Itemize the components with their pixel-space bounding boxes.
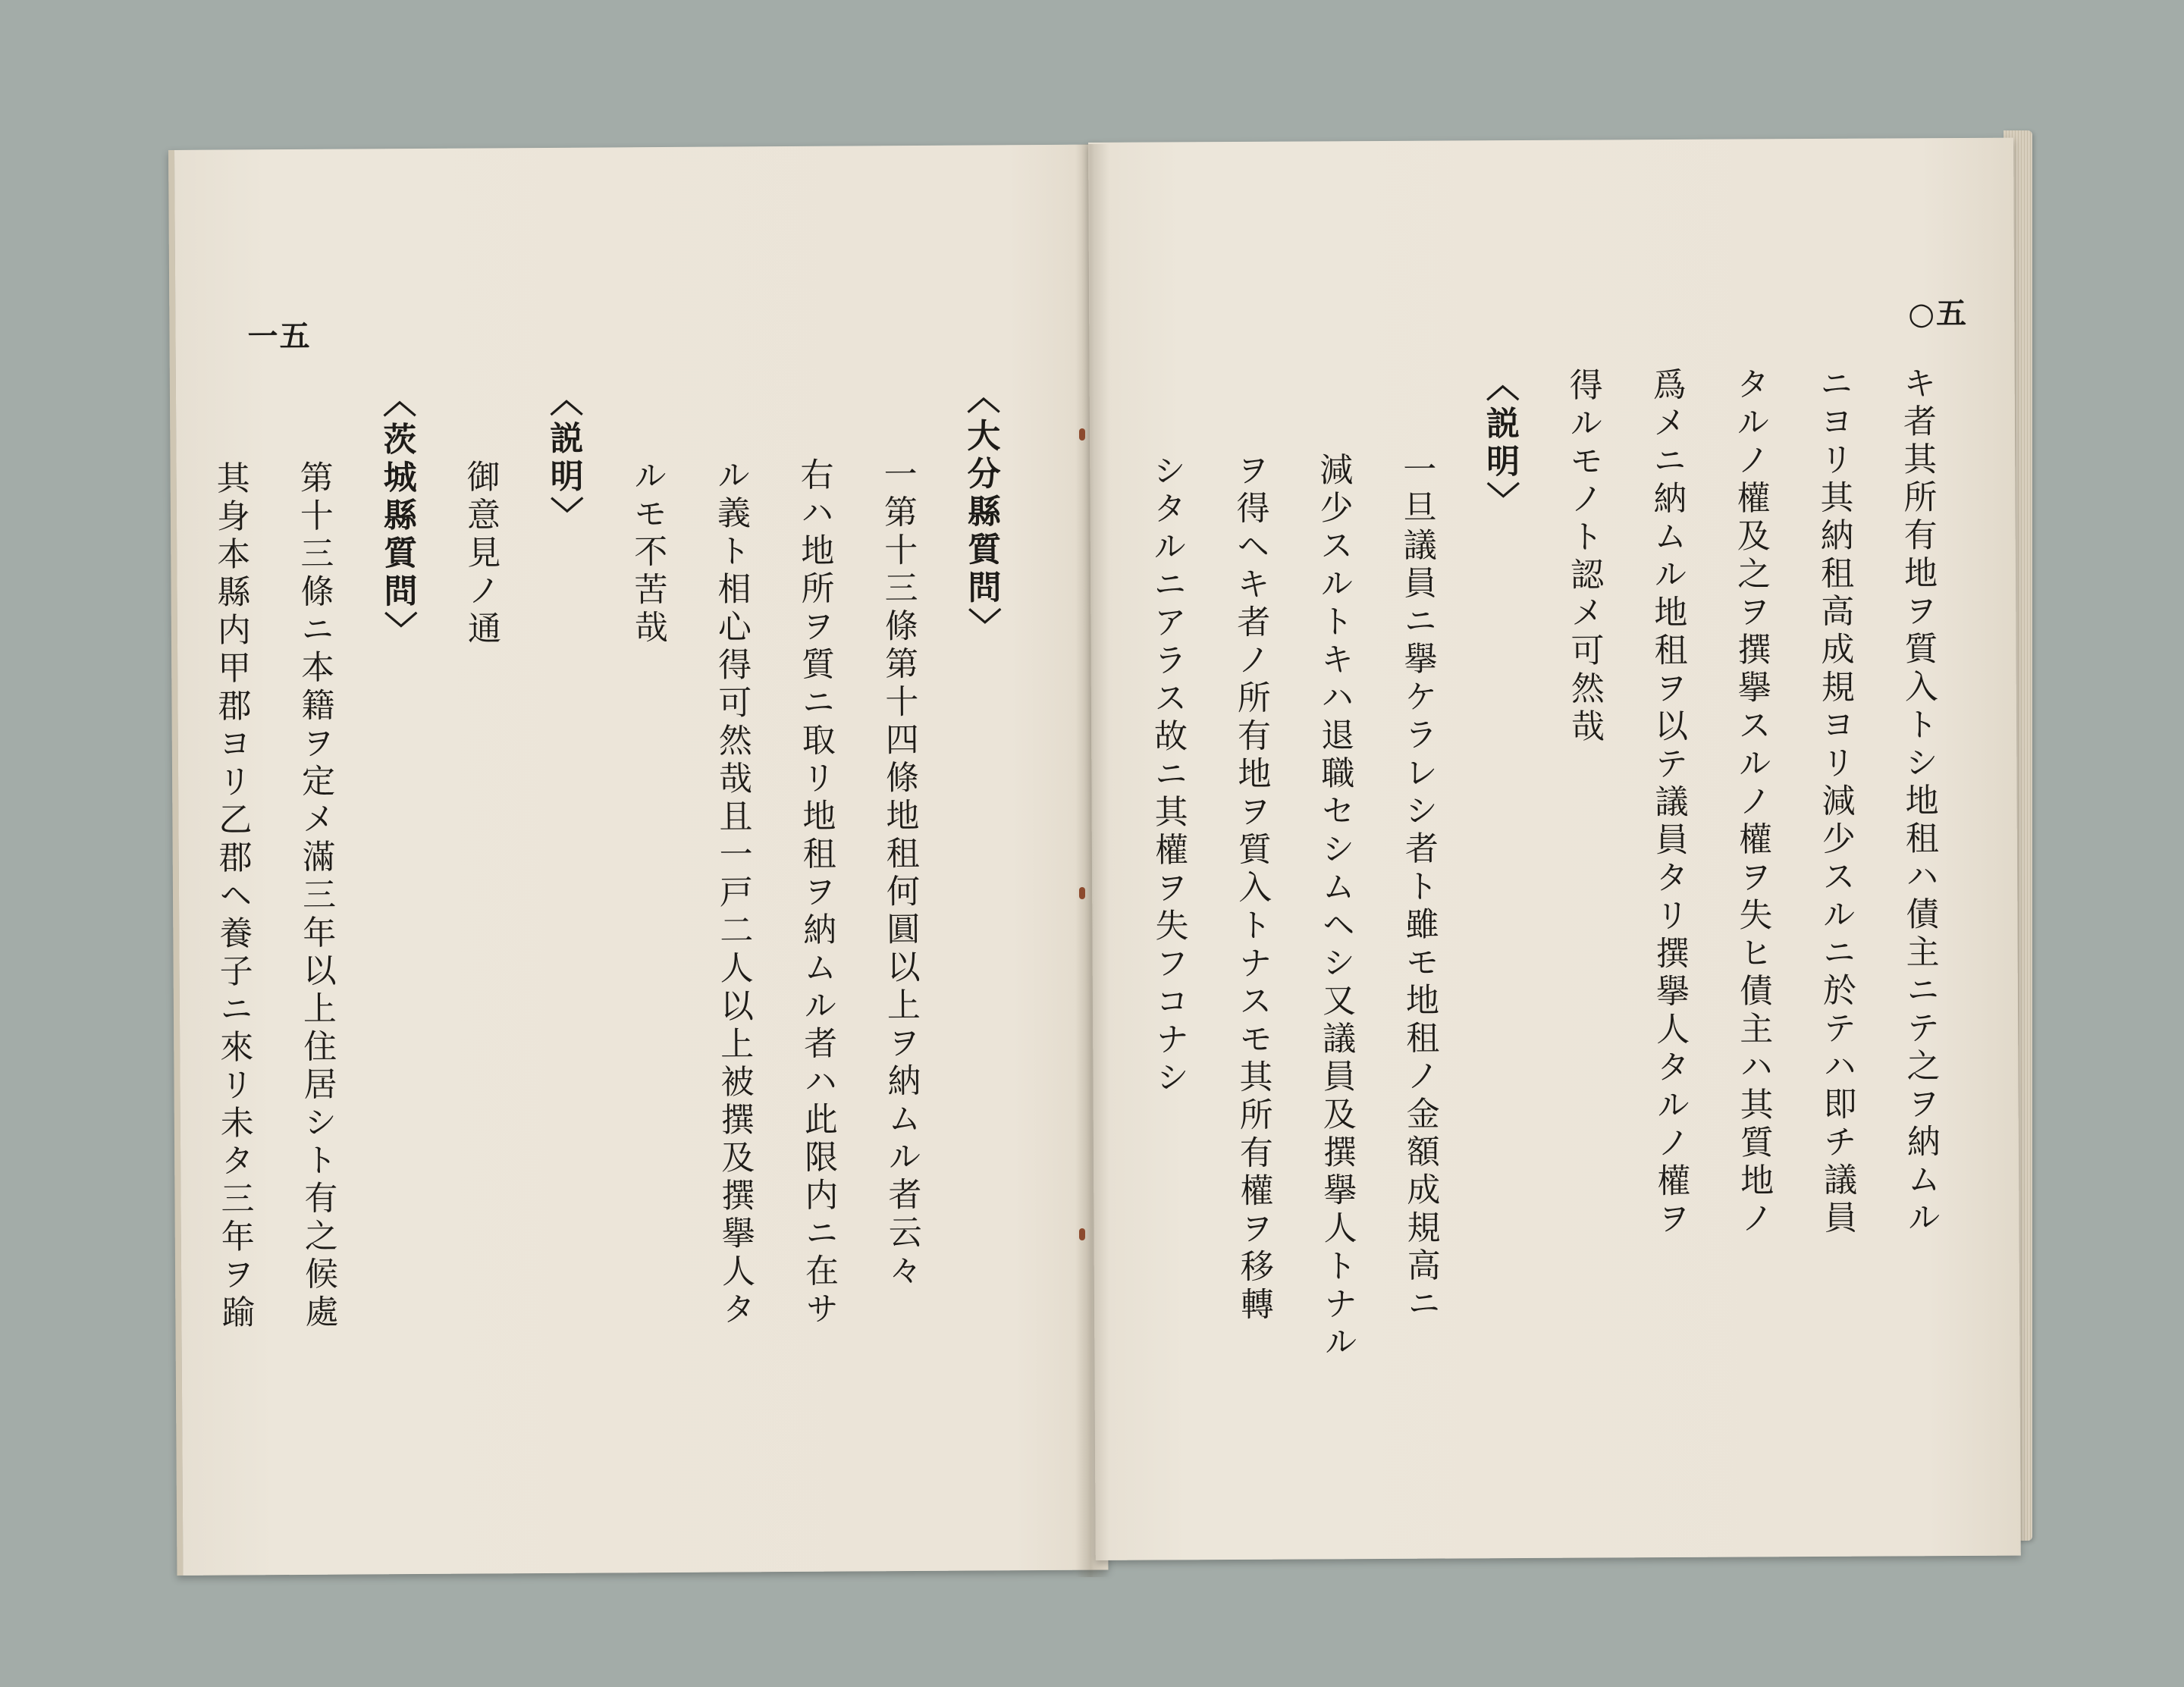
right-col-9: ヲ得ヘキ者ノ所有地ヲ質入トナスモ其所有權ヲ移轉 [1230,452,1274,1325]
right-page [1088,138,2021,1560]
left-col-2: 一第十三條第十四條地租何圓以上ヲ納ムル者云々 [877,456,922,1291]
left-col-5: ルモ不苦哉 [627,457,668,648]
left-col-4: ル義ト相心得可然哉且一戸二人以上被撰及撰擧人タ [711,457,755,1330]
left-col-8: 〈茨城縣質問〉 [376,384,418,650]
right-col-10: シタルニアラス故ニ其權ヲ失フコナシ [1147,453,1189,1098]
binding-stitch-middle [1079,887,1085,899]
left-col-3: 右ハ地所ヲ質ニ取リ地租ヲ納ムル者ハ此限内ニ在サ [794,456,839,1329]
right-col-8: 減少スルトキハ退職セシムヘシ又議員及撰擧人トナル [1313,452,1357,1362]
left-page-number: 一五 [247,318,312,355]
right-col-7: 一旦議員ニ擧ケラレシ者ト雖モ地租ノ金額成規高ニ [1397,451,1441,1324]
right-col-3: タルノ權及之ヲ撰擧スルノ權ヲ失ヒ債主ハ其質地ノ [1730,366,1774,1239]
right-col-2: ニヨリ其納租高成規ヨリ減少スルニ於テハ即チ議員 [1813,365,1857,1238]
binding-stitch-bottom [1079,1228,1085,1240]
binding-stitch-top [1079,428,1085,441]
right-col-1: キ者其所有地ヲ質入トシ地租ハ債主ニテ之ヲ納ムル [1897,365,1941,1238]
book-gutter [1075,144,1109,1577]
left-col-6: 〈説明〉 [543,382,584,535]
right-col-5: 得ルモノト認メ可然哉 [1563,367,1605,747]
right-col-6: 〈説明〉 [1480,368,1520,520]
left-col-10: 其身本縣内甲郡ヨリ乙郡ヘ養子ニ來リ未タ三年ヲ踰 [210,460,255,1333]
left-page [168,144,1108,1575]
left-col-9: 第十三條ニ本籍ヲ定メ滿三年以上住居シト有之候處 [293,459,338,1332]
open-book [159,121,2048,1588]
left-col-1: 〈大分縣質問〉 [960,380,1002,646]
left-col-7: 御意見ノ通 [460,459,501,649]
right-page-number: ○五 [1908,295,1969,332]
right-col-4: 爲メニ納ムル地租ヲ以テ議員タリ撰擧人タルノ權ヲ [1646,366,1690,1240]
